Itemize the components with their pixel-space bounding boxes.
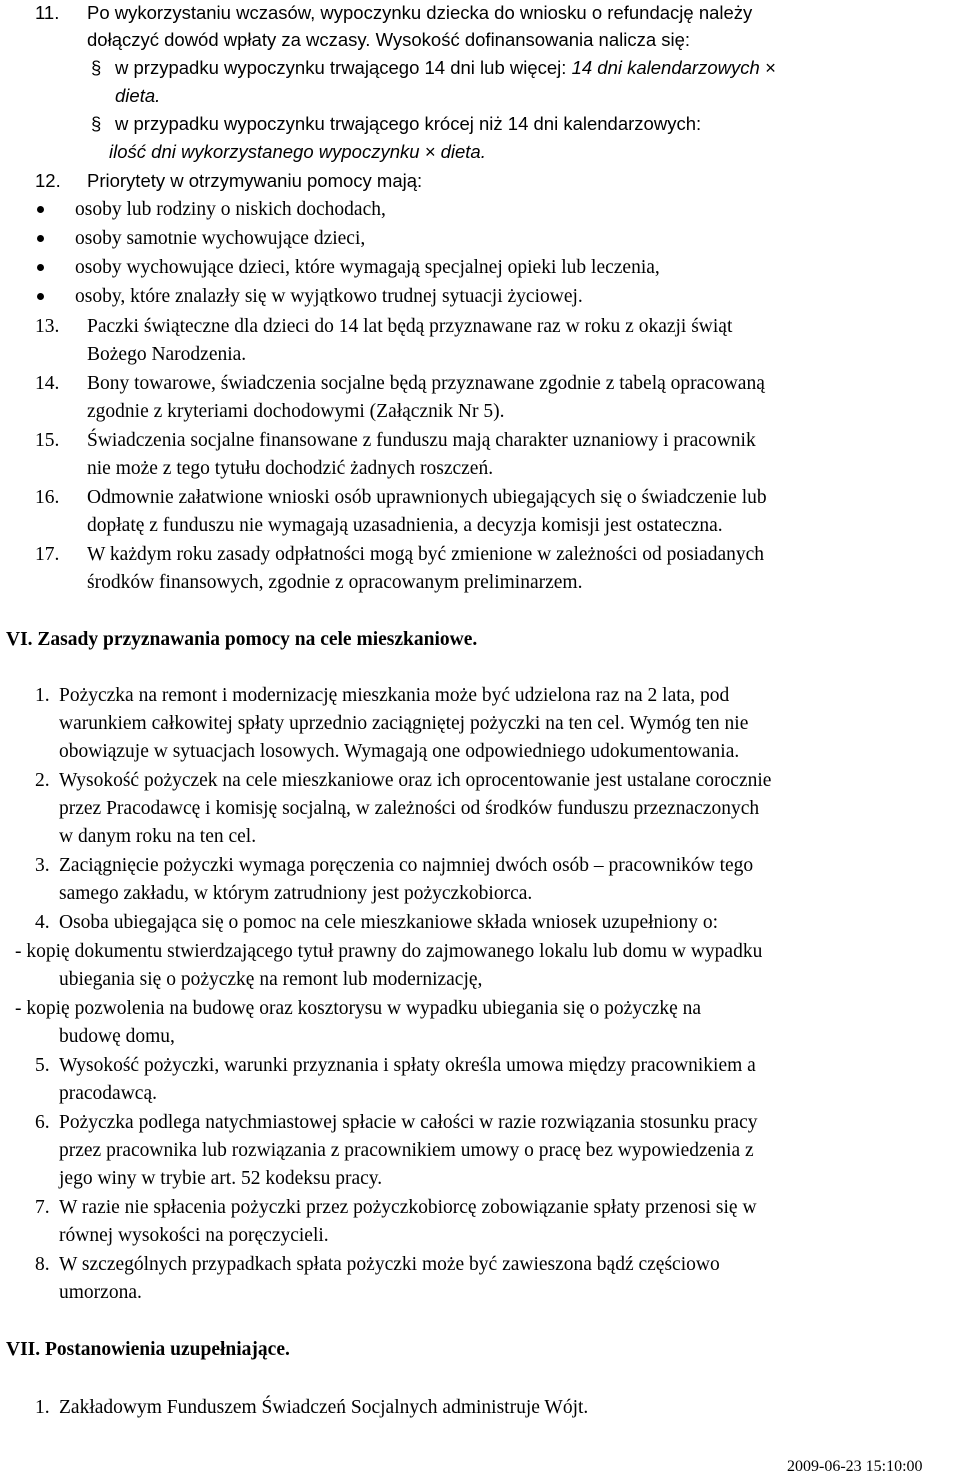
item-text: jego winy w trybie art. 52 kodeksu pracy. — [59, 1168, 383, 1189]
dash-item-text: ubiegania się o pożyczkę na remont lub modernizację, — [59, 969, 483, 990]
item-text: środków finansowych, zgodnie z opracowanym preliminarzem. — [87, 572, 583, 593]
bullet-text: osoby wychowujące dzieci, które wymagają specjalnej opieki lub leczenia, — [75, 257, 660, 278]
item-number: 5. — [35, 1055, 50, 1076]
item-text: Zaciągnięcie pożyczki wymaga poręczenia co najmniej dwóch osób – pracowników tego — [59, 855, 754, 876]
item-text: W szczególnych przypadkach spłata pożyczki może być zawieszona bądź częściowo — [59, 1254, 720, 1275]
item-text: Paczki świąteczne dla dzieci do 14 lat będą przyznawane raz w roku z okazji świąt — [87, 316, 733, 337]
item-number: 2. — [35, 770, 50, 791]
item-number: 7. — [35, 1197, 50, 1218]
item-number: 12. — [35, 170, 61, 191]
bullet-icon — [37, 264, 44, 271]
bullet-text: osoby lub rodziny o niskich dochodach, — [75, 199, 386, 220]
item-text: zgodnie z kryteriami dochodowymi (Załącznik Nr 5). — [87, 401, 505, 422]
item-text: Wysokość pożyczki, warunki przyznania i spłaty określa umowa między pracownikiem a — [59, 1055, 756, 1076]
dash-item-text: - kopię pozwolenia na budowę oraz kosztorysu w wypadku ubiegania się o pożyczkę na — [15, 998, 702, 1019]
item-text: umorzona. — [59, 1282, 142, 1303]
item-text: Osoba ubiegająca się o pomoc na cele mieszkaniowe składa wniosek uzupełniony o: — [59, 912, 719, 933]
bullet-text: osoby, które znalazły się w wyjątkowo trudnej sytuacji życiowej. — [75, 286, 583, 307]
item-text: Po wykorzystaniu wczasów, wypoczynku dziecka do wniosku o refundację należy — [87, 2, 753, 23]
item-number: 14. — [35, 373, 60, 394]
item-text: Odmownie załatwione wnioski osób uprawnionych ubiegających się o świadczenie lub — [87, 487, 767, 508]
item-text: Świadczenia socjalne finansowane z funduszu mają charakter uznaniowy i pracownik — [87, 430, 756, 451]
section-marker-icon: § — [91, 113, 102, 134]
bullet-icon — [37, 293, 44, 300]
item-number: 6. — [35, 1112, 50, 1133]
item-text: warunkiem całkowitej spłaty uprzednio zaciągniętej pożyczki na ten cel. Wymóg ten nie — [59, 713, 749, 734]
bullet-text: osoby samotnie wychowujące dzieci, — [75, 228, 366, 249]
footer-timestamp: 2009-06-23 15:10:00 — [787, 1458, 923, 1475]
item-text: Bożego Narodzenia. — [87, 344, 247, 365]
sub-item-text: w przypadku wypoczynku trwającego 14 dni lub więcej: 14 dni kalendarzowych × — [115, 57, 776, 78]
sub-item-text: w przypadku wypoczynku trwającego krócej niż 14 dni kalendarzowych: — [115, 113, 702, 134]
item-number: 8. — [35, 1254, 50, 1275]
section-heading-vi: VI. Zasady przyznawania pomocy na cele mieszkaniowe. — [6, 629, 478, 650]
item-number: 3. — [35, 855, 50, 876]
item-text: Priorytety w otrzymywaniu pomocy mają: — [87, 170, 423, 191]
item-number: 16. — [35, 487, 60, 508]
item-text: w danym roku na ten cel. — [59, 826, 257, 847]
item-text: samego zakładu, w którym zatrudniony jest pożyczkobiorca. — [59, 883, 533, 904]
item-text: dopłatę z funduszu nie wymagają uzasadnienia, a decyzja komisji jest ostateczna. — [87, 515, 723, 536]
item-text: pracodawcą. — [59, 1083, 157, 1104]
item-text: W każdym roku zasady odpłatności mogą być zmienione w zależności od posiadanych — [87, 544, 765, 565]
item-number: 13. — [35, 316, 60, 337]
item-text: dołączyć dowód wpłaty za wczasy. Wysokość dofinansowania nalicza się: — [87, 29, 691, 50]
item-number: 4. — [35, 912, 50, 933]
sub-item-text: ilość dni wykorzystanego wypoczynku × dieta. — [109, 141, 486, 162]
sub-item-text: dieta. — [115, 85, 161, 106]
item-text: przez Pracodawcę i komisję socjalną, w zależności od środków funduszu przeznaczonych — [59, 798, 760, 819]
bullet-icon — [37, 235, 44, 242]
item-text: przez pracownika lub rozwiązania z pracownikiem umowy o pracę bez wypowiedzenia z — [59, 1140, 754, 1161]
item-number: 15. — [35, 430, 60, 451]
item-text: równej wysokości na poręczycieli. — [59, 1225, 329, 1246]
section-marker-icon: § — [91, 57, 102, 78]
item-text: Bony towarowe, świadczenia socjalne będą przyznawane zgodnie z tabelą opracowaną — [87, 373, 765, 394]
section-heading-vii: VII. Postanowienia uzupełniające. — [6, 1339, 290, 1360]
item-text: Wysokość pożyczek na cele mieszkaniowe oraz ich oprocentowanie jest ustalane corocznie — [59, 770, 772, 791]
item-text: Pożyczka podlega natychmiastowej spłacie w całości w razie rozwiązania stosunku pracy — [59, 1112, 758, 1133]
item-number: 11. — [35, 2, 60, 23]
item-text: obowiązuje w sytuacjach losowych. Wymagają one odpowiedniego udokumentowania. — [59, 741, 740, 762]
bullet-icon — [37, 206, 44, 213]
item-text: nie może z tego tytułu dochodzić żadnych roszczeń. — [87, 458, 494, 479]
item-text: W razie nie spłacenia pożyczki przez pożyczkobiorcę zobowiązanie spłaty przenosi się w — [59, 1197, 757, 1218]
item-number: 1. — [35, 1397, 50, 1418]
item-text: Pożyczka na remont i modernizację mieszkania może być udzielona raz na 2 lata, pod — [59, 685, 730, 706]
item-number: 1. — [35, 685, 50, 706]
dash-item-text: budowę domu, — [59, 1026, 175, 1047]
item-text: Zakładowym Funduszem Świadczeń Socjalnych administruje Wójt. — [59, 1397, 589, 1418]
dash-item-text: - kopię dokumentu stwierdzającego tytuł prawny do zajmowanego lokalu lub domu w wypadku — [15, 941, 763, 962]
item-number: 17. — [35, 544, 60, 565]
